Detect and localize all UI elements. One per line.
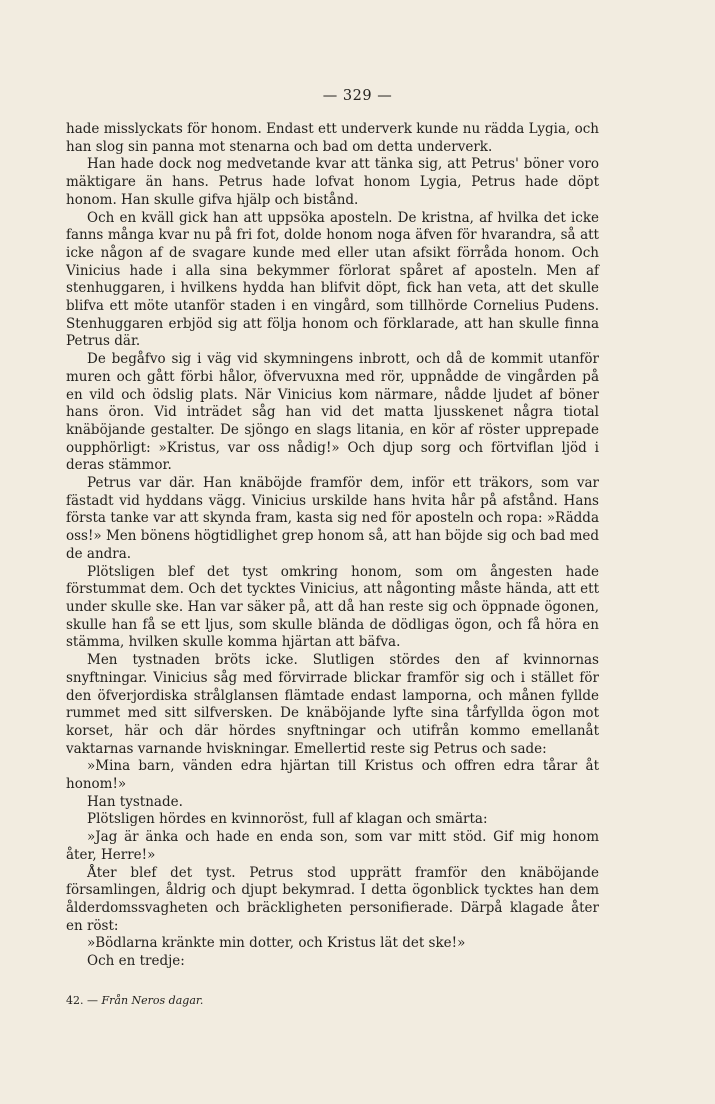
paragraph: Plötsligen blef det tyst omkring honom, som om ångesten hade förstummat dem. Och det tycktes Vinicius, att någonting måste hända, att ett under skulle ske. Han var säker på, att då han reste sig och öppnade ögonen, skulle han få se ett ljus, som skulle blända de dödligas ögon, och få höra en stämma, hvilken skulle komma hjärtan att bäfva. bbox=[66, 563, 599, 651]
paragraph: Åter blef det tyst. Petrus stod upprätt framför den knäböjande församlingen, åldrig och djupt bekymrad. I detta ögonblick tycktes han dem ålderdomssvagheten och bräckligheten personifierade. Därpå klagade åter en röst: bbox=[66, 864, 599, 934]
footer-signature-line bbox=[66, 994, 203, 1007]
paragraph: »Mina barn, vänden edra hjärtan till Kristus och offren edra tårar åt honom!» bbox=[66, 758, 599, 793]
paragraph: hade misslyckats för honom. Endast ett underverk kunde nu rädda Lygia, och han slog sin panna mot stenarna och bad om detta underverk. bbox=[66, 121, 599, 155]
paragraph: Han hade dock nog medvetande kvar att tänka sig, att Petrus' böner voro mäktigare än hans. Petrus hade lofvat honom Lygia, Petrus hade döpt honom. Han skulle gifva hjälp och bistånd. bbox=[66, 156, 599, 208]
paragraph: »Bödlarna kränkte min dotter, och Kristus lät det ske!» bbox=[87, 935, 466, 952]
paragraph: Han tystnade. bbox=[87, 793, 183, 810]
signature-mark: 42. bbox=[66, 994, 84, 1007]
paragraph: Petrus var där. Han knäböjde framför dem, inför ett träkors, som var fästadt vid hyddans vägg. Vinicius urskilde hans hvita hår på afstånd. Hans första tanke var att skynda fram, kasta sig ned för aposteln och ropa: »Rädda oss!» Men bönens högtidlighet grep honom så, att han böjde sig och bad med de andra. bbox=[66, 475, 599, 562]
paragraph: Och en kväll gick han att uppsöka aposteln. De kristna, af hvilka det icke fanns många kvar nu på fri fot, dolde honom noga äfven för hvarandra, så att icke någon af de svagare kunde med eller utan afsikt förråda honom. Och Vinicius hade i alla sina bekymmer förlorat spåret af aposteln. Men af stenhuggaren, i hvilkens hydda han blifvit döpt, fick han veta, att det skulle blifva ett möte utanför staden i en vingård, som tillhörde Cornelius Pudens. Stenhuggaren erbjöd sig att följa honom och förklarade, att han skulle finna Petrus där. bbox=[66, 209, 599, 350]
paragraph: Och en tredje: bbox=[87, 953, 185, 970]
paragraph: Plötsligen hördes en kvinnoröst, full af klagan och smärta: bbox=[87, 811, 488, 828]
paragraph: De begåfvo sig i väg vid skymningens inbrott, och då de kommit utanför muren och gått förbi hålor, öfvervuxna med rör, uppnådde de vingården på en vild och ödslig plats. När Vinicius kom närmare, nådde ljudet af böner hans öron. Vid inträdet såg han vid det matta ljusskenet några tiotal knäböjande gestalter. De sjöngo en slags litania, en kör af röster upprepade oupphörligt: »Kristus, var oss nådig!» Och djup sorg och förtviflan ljöd i deras stämmor. bbox=[66, 351, 599, 474]
body-text bbox=[66, 121, 599, 971]
book-title: Från Neros dagar. bbox=[101, 994, 204, 1007]
paragraph: »Jag är änka och hade en enda son, som var mitt stöd. Gif mig honom åter, Herre!» bbox=[66, 829, 599, 863]
page-number: — 329 — bbox=[322, 88, 393, 104]
paragraph: Men tystnaden bröts icke. Slutligen stördes den af kvinnornas snyftningar. Vinicius såg med förvirrade blickar framför sig och i stället för den öfverjordiska strålglansen flämtade endast lamporna, och månen fyllde rummet med sitt silfversken. De knäböjande lyfte sina tårfyllda ögon mot korset, här och där hördes snyftningar och utifrån kommo emellanåt vaktarnas varnande hviskningar. Emellertid reste sig Petrus och sade: bbox=[66, 652, 599, 757]
footer-dash: — bbox=[87, 994, 98, 1007]
